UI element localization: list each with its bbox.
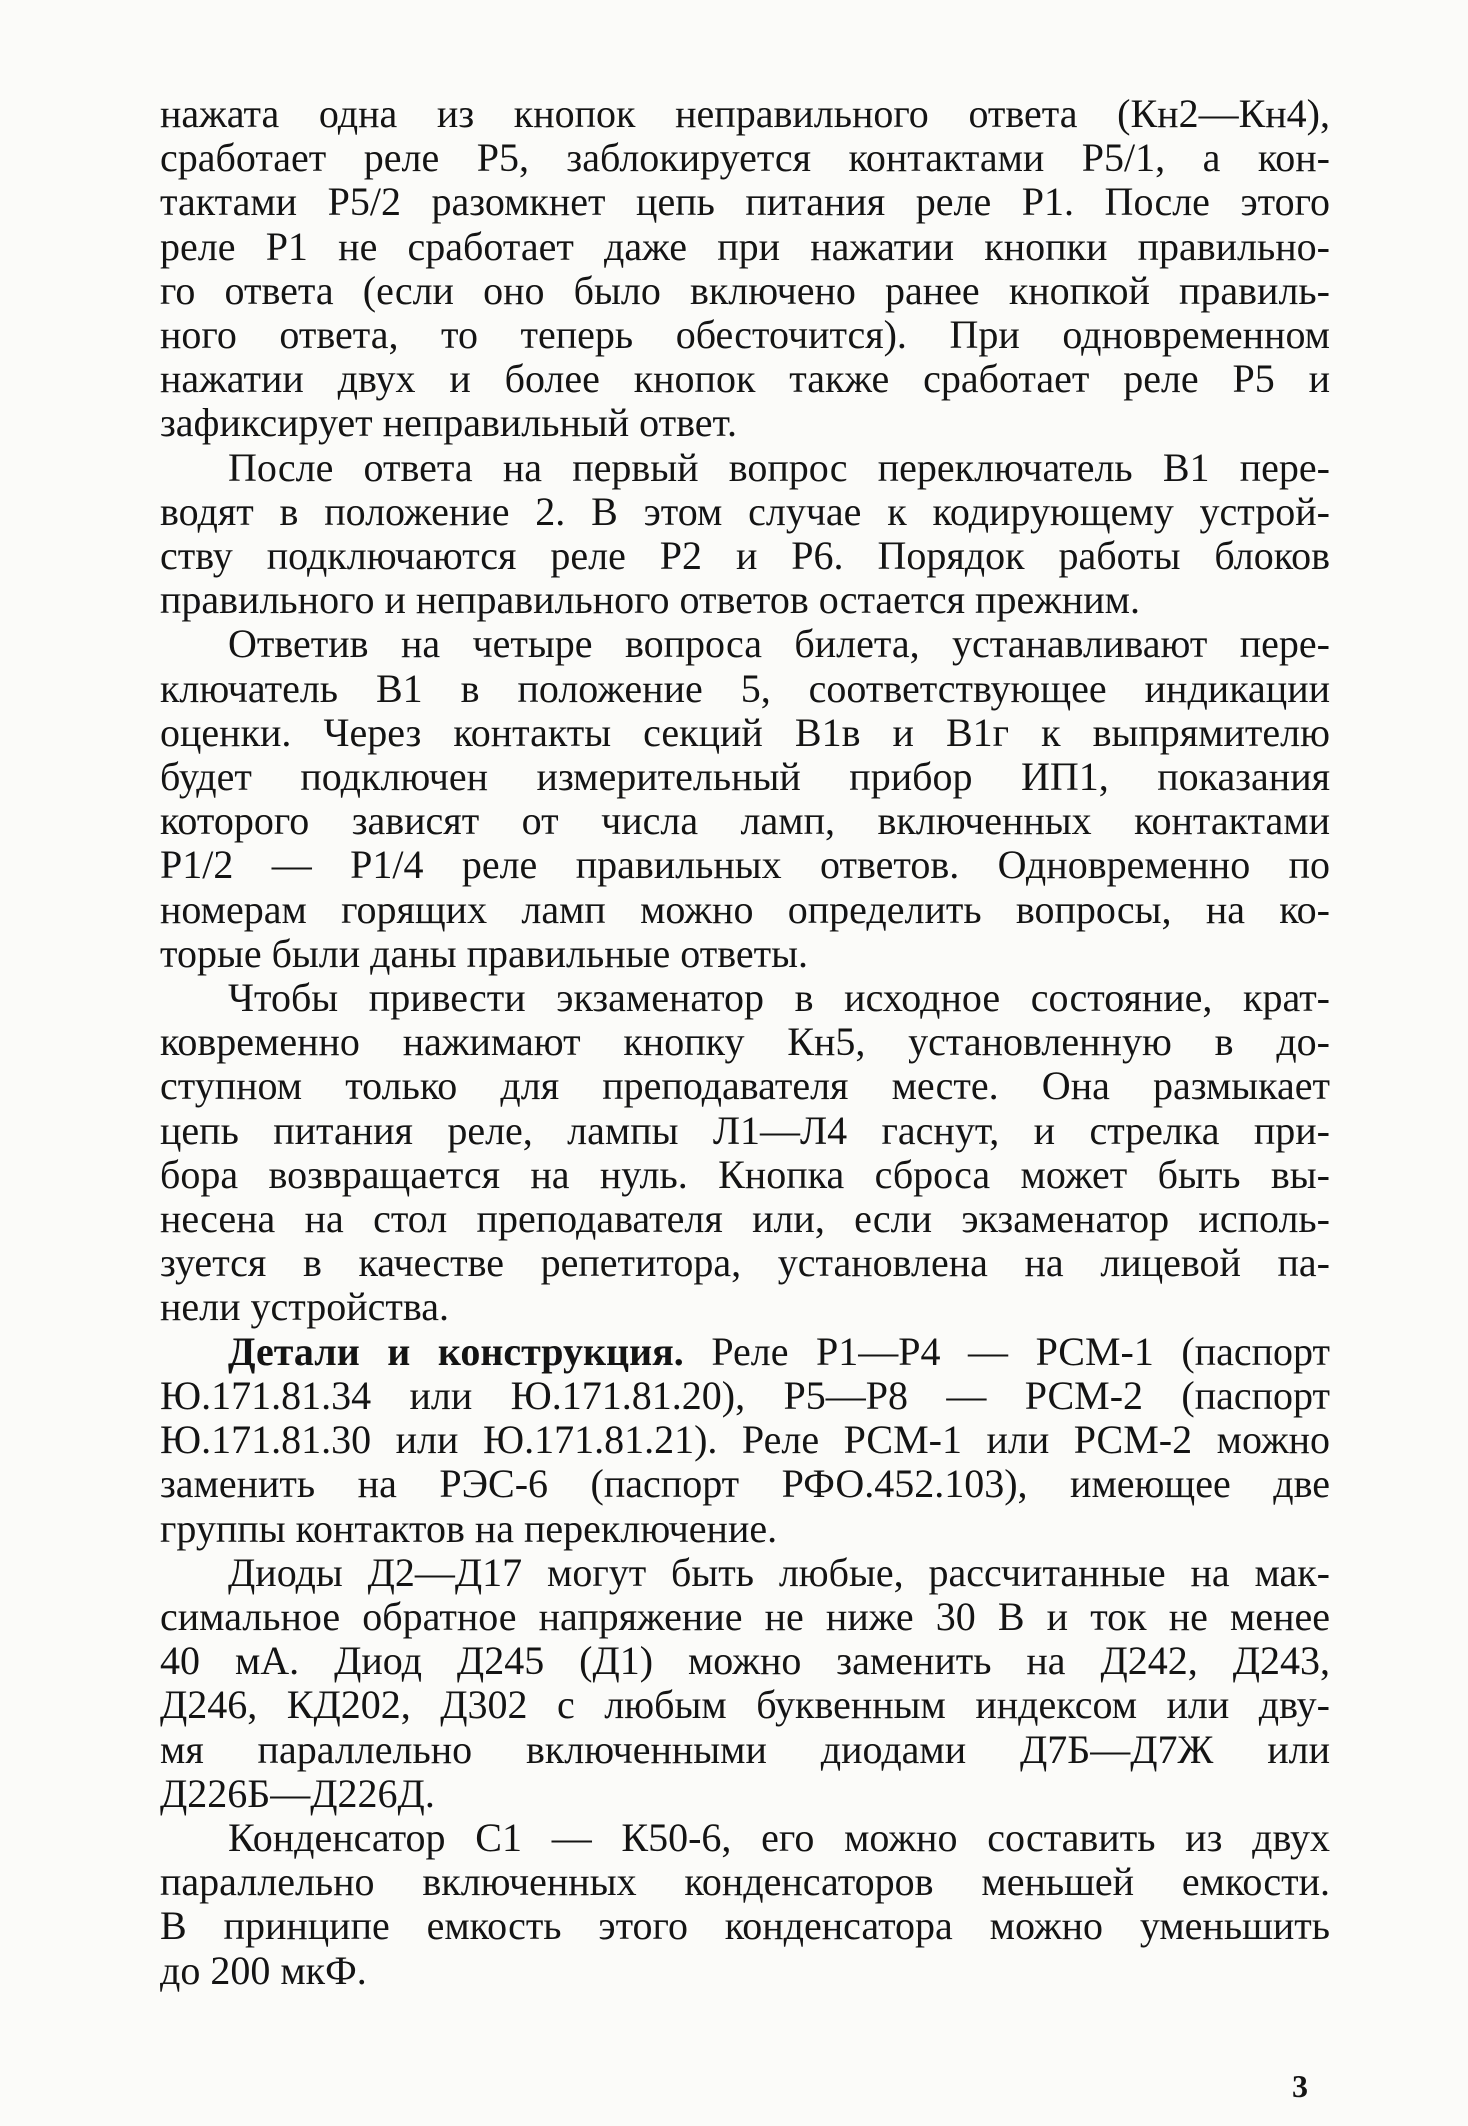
- text-line: до 200 мкФ.: [160, 1947, 367, 1993]
- text-line: [160, 1330, 1330, 1374]
- text-line: торые были даны правильные ответы.: [160, 930, 808, 976]
- text-line: В принципе емкость этого конденсатора можно уменьшить: [160, 1903, 1330, 1949]
- text-line: оценки. Через контакты секций В1в и В1г к выпрямителю: [160, 709, 1330, 755]
- text-run: Реле Р1—Р4 — РСМ-1 (паспорт: [683, 1328, 1330, 1374]
- text-line: будет подключен измерительный прибор ИП1, показания: [160, 754, 1330, 800]
- text-line: нели устройства.: [160, 1284, 450, 1330]
- text-line: После ответа на первый вопрос переключатель В1 пере-: [228, 444, 1330, 490]
- paragraph-3: [160, 622, 1330, 976]
- text-column: [160, 92, 1330, 1993]
- paragraph-5: [160, 1330, 1330, 1551]
- text-line: Ю.171.81.34 или Ю.171.81.20), Р5—Р8 — РСМ-2 (паспорт: [160, 1372, 1330, 1418]
- paragraph-2: [160, 446, 1330, 623]
- text-line: нажатии двух и более кнопок также сработает реле Р5 и: [160, 356, 1330, 402]
- text-line: Диоды Д2—Д17 могут быть любые, рассчитанные на мак-: [228, 1549, 1330, 1595]
- text-line: тактами Р5/2 разомкнет цепь питания реле Р1. После этого: [160, 179, 1330, 225]
- text-line: мя параллельно включенными диодами Д7Б—Д7Ж или: [160, 1726, 1330, 1772]
- text-line: Ответив на четыре вопроса билета, устанавливают пере-: [228, 621, 1330, 667]
- text-line: ству подключаются реле Р2 и Р6. Порядок работы блоков: [160, 533, 1330, 579]
- text-line: го ответа (если оно было включено ранее кнопкой правиль-: [160, 267, 1330, 313]
- text-line: ковременно нажимают кнопку Кн5, установленную в до-: [160, 1019, 1330, 1065]
- text-line: нажата одна из кнопок неправильного ответа (Кн2—Кн4),: [160, 91, 1330, 136]
- text-line: параллельно включенных конденсаторов меньшей емкости.: [160, 1859, 1330, 1905]
- text-line: ключатель В1 в положение 5, соответствующее индикации: [160, 665, 1330, 711]
- paragraph-1: [160, 92, 1330, 446]
- text-line: Р1/2 — Р1/4 реле правильных ответов. Одновременно по: [160, 842, 1330, 888]
- text-line: зафиксирует неправильный ответ.: [160, 400, 737, 446]
- text-line: реле Р1 не сработает даже при нажатии кнопки правильно-: [160, 223, 1330, 269]
- text-line: зуется в качестве репетитора, установлена на лицевой па-: [160, 1240, 1330, 1286]
- text-line: которого зависят от числа ламп, включенных контактами: [160, 798, 1330, 844]
- page-number: 3: [1292, 2068, 1308, 2104]
- text-line: 40 мА. Диод Д245 (Д1) можно заменить на Д242, Д243,: [160, 1638, 1330, 1684]
- text-line: несена на стол преподавателя или, если экзаменатор исполь-: [160, 1196, 1330, 1242]
- text-line: номерам горящих ламп можно определить вопросы, на ко-: [160, 886, 1330, 932]
- text-line: Ю.171.81.30 или Ю.171.81.21). Реле РСМ-1 или РСМ-2 можно: [160, 1417, 1330, 1463]
- paragraph-4: [160, 976, 1330, 1330]
- text-line: водят в положение 2. В этом случае к кодирующему устрой-: [160, 488, 1330, 534]
- text-line: Чтобы привести экзаменатор в исходное состояние, крат-: [228, 975, 1330, 1021]
- text-line: Д246, КД202, Д302 с любым буквенным индексом или дву-: [160, 1682, 1330, 1728]
- text-line: Д226Б—Д226Д.: [160, 1770, 435, 1816]
- section-heading: Детали и конструкция.: [228, 1328, 684, 1374]
- text-line: ступном только для преподавателя месте. Она размыкает: [160, 1063, 1330, 1109]
- text-line: сработает реле Р5, заблокируется контактами Р5/1, а кон-: [160, 135, 1330, 181]
- text-line: заменить на РЭС-6 (паспорт РФО.452.103), имеющее две: [160, 1461, 1330, 1507]
- text-line: цепь питания реле, лампы Л1—Л4 гаснут, и стрелка при-: [160, 1107, 1330, 1153]
- paragraph-7: [160, 1816, 1330, 1993]
- text-line: правильного и неправильного ответов остается прежним.: [160, 577, 1140, 623]
- text-line: симальное обратное напряжение не ниже 30 В и ток не менее: [160, 1593, 1330, 1639]
- paragraph-6: [160, 1551, 1330, 1816]
- text-line: группы контактов на переключение.: [160, 1505, 778, 1551]
- text-line: Конденсатор С1 — К50-6, его можно составить из двух: [228, 1814, 1330, 1860]
- text-line: бора возвращается на нуль. Кнопка сброса может быть вы-: [160, 1151, 1330, 1197]
- text-line: ного ответа, то теперь обесточится). При одновременном: [160, 312, 1330, 358]
